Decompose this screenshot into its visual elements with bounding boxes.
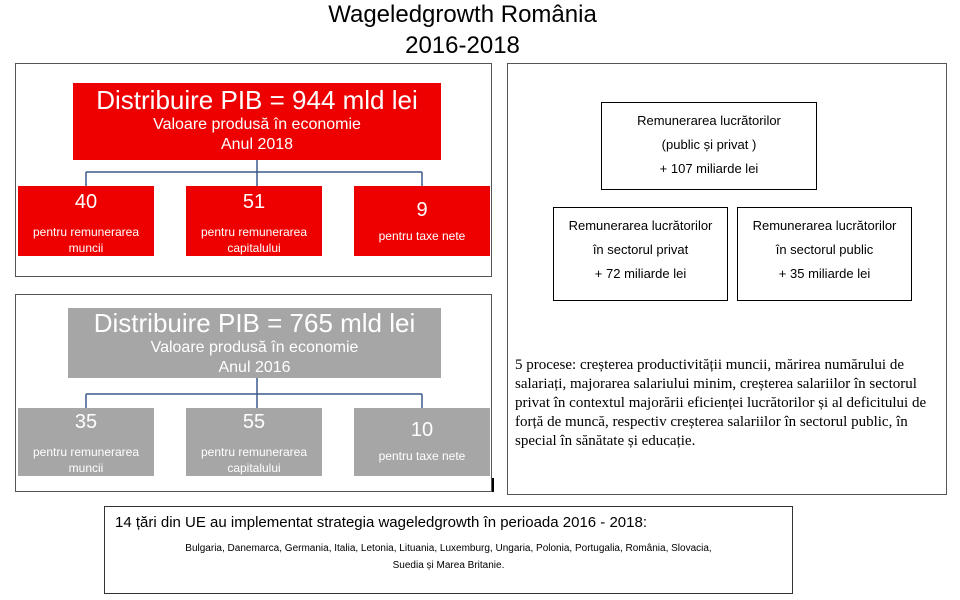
remuneration-total-title: Remunerarea lucrătorilor — [637, 113, 781, 128]
gdp-2016-capital-label: pentru remunerarea — [200, 445, 308, 459]
gdp-2016-labor-label: pentru remunerarea — [32, 445, 140, 459]
gdp-2018-capital-label2: capitalului — [227, 241, 281, 255]
gdp-2018-total: Distribuire PIB = 944 mld lei — [96, 85, 418, 115]
gdp-2018-labor-label2: muncii — [68, 241, 104, 255]
eu-countries-line1: Bulgaria, Danemarca, Germania, Italia, Letonia, Lituania, Luxemburg, Ungaria, Polonia, Portugalia, România, Slovacia, — [185, 543, 712, 554]
gdp-2018-labor-label: pentru remunerarea — [32, 225, 140, 239]
gdp-2016-capital-value: 55 — [242, 411, 266, 433]
eu-countries-line2: Suedia și Marea Britanie. — [392, 560, 505, 571]
gdp-2016-total: Distribuire PIB = 765 mld lei — [93, 308, 416, 338]
gdp-2018-year: Anul 2018 — [220, 136, 294, 153]
eu-countries-box — [104, 506, 793, 594]
processes-note: 5 procese: creșterea productivității muncii, mărirea numărului de salariați, majorarea salariului minim, creșterea salariilor în sectorul privat în contextul majorării eficienței lucrătorilor și al deficitului de forță de muncă, respectiv creșterea salariilor în sectorul public, în special în sănătate și educație. — [515, 357, 927, 449]
gdp-2018-taxes-value: 9 — [416, 199, 428, 221]
page-title: Wageledgrowth România — [328, 1, 597, 28]
remuneration-public-title: Remunerarea lucrătorilor — [752, 218, 897, 233]
gdp-2016-labor-value: 35 — [74, 411, 98, 433]
gdp-2016-capital-label2: capitalului — [227, 461, 281, 475]
remuneration-public-amount: + 35 miliarde lei — [778, 266, 871, 281]
gdp-2018-capital-label: pentru remunerarea — [200, 225, 308, 239]
gdp-2018-capital-value: 51 — [242, 191, 266, 213]
page-subtitle-years: 2016-2018 — [405, 32, 520, 59]
gdp-2018-labor-value: 40 — [74, 191, 98, 213]
remuneration-public-box — [737, 207, 912, 301]
remuneration-total-scope: (public și privat ) — [661, 137, 757, 152]
remuneration-private-title: Remunerarea lucrătorilor — [568, 218, 713, 233]
gdp-2016-desc: Valoare produsă în economie — [150, 339, 359, 356]
gdp-2016-taxes-label: pentru taxe nete — [378, 449, 466, 463]
gdp-2018-desc: Valoare produsă în economie — [153, 116, 361, 133]
gdp-2016-year: Anul 2016 — [218, 359, 291, 376]
remuneration-total-amount: + 107 miliarde lei — [659, 161, 759, 176]
remuneration-private-amount: + 72 miliarde lei — [594, 266, 687, 281]
gdp-2018-taxes-label: pentru taxe nete — [378, 229, 466, 243]
remuneration-public-scope: în sectorul public — [775, 242, 874, 257]
eu-heading: 14 țări din UE au implementat strategia wageledgrowth în perioada 2016 - 2018: — [115, 514, 647, 531]
remuneration-private-box — [553, 207, 728, 301]
remuneration-total-box — [601, 102, 817, 190]
gdp-2016-labor-label2: muncii — [68, 461, 104, 475]
gdp-2016-taxes-value: 10 — [410, 419, 434, 441]
remuneration-private-scope: în sectorul privat — [592, 242, 689, 257]
